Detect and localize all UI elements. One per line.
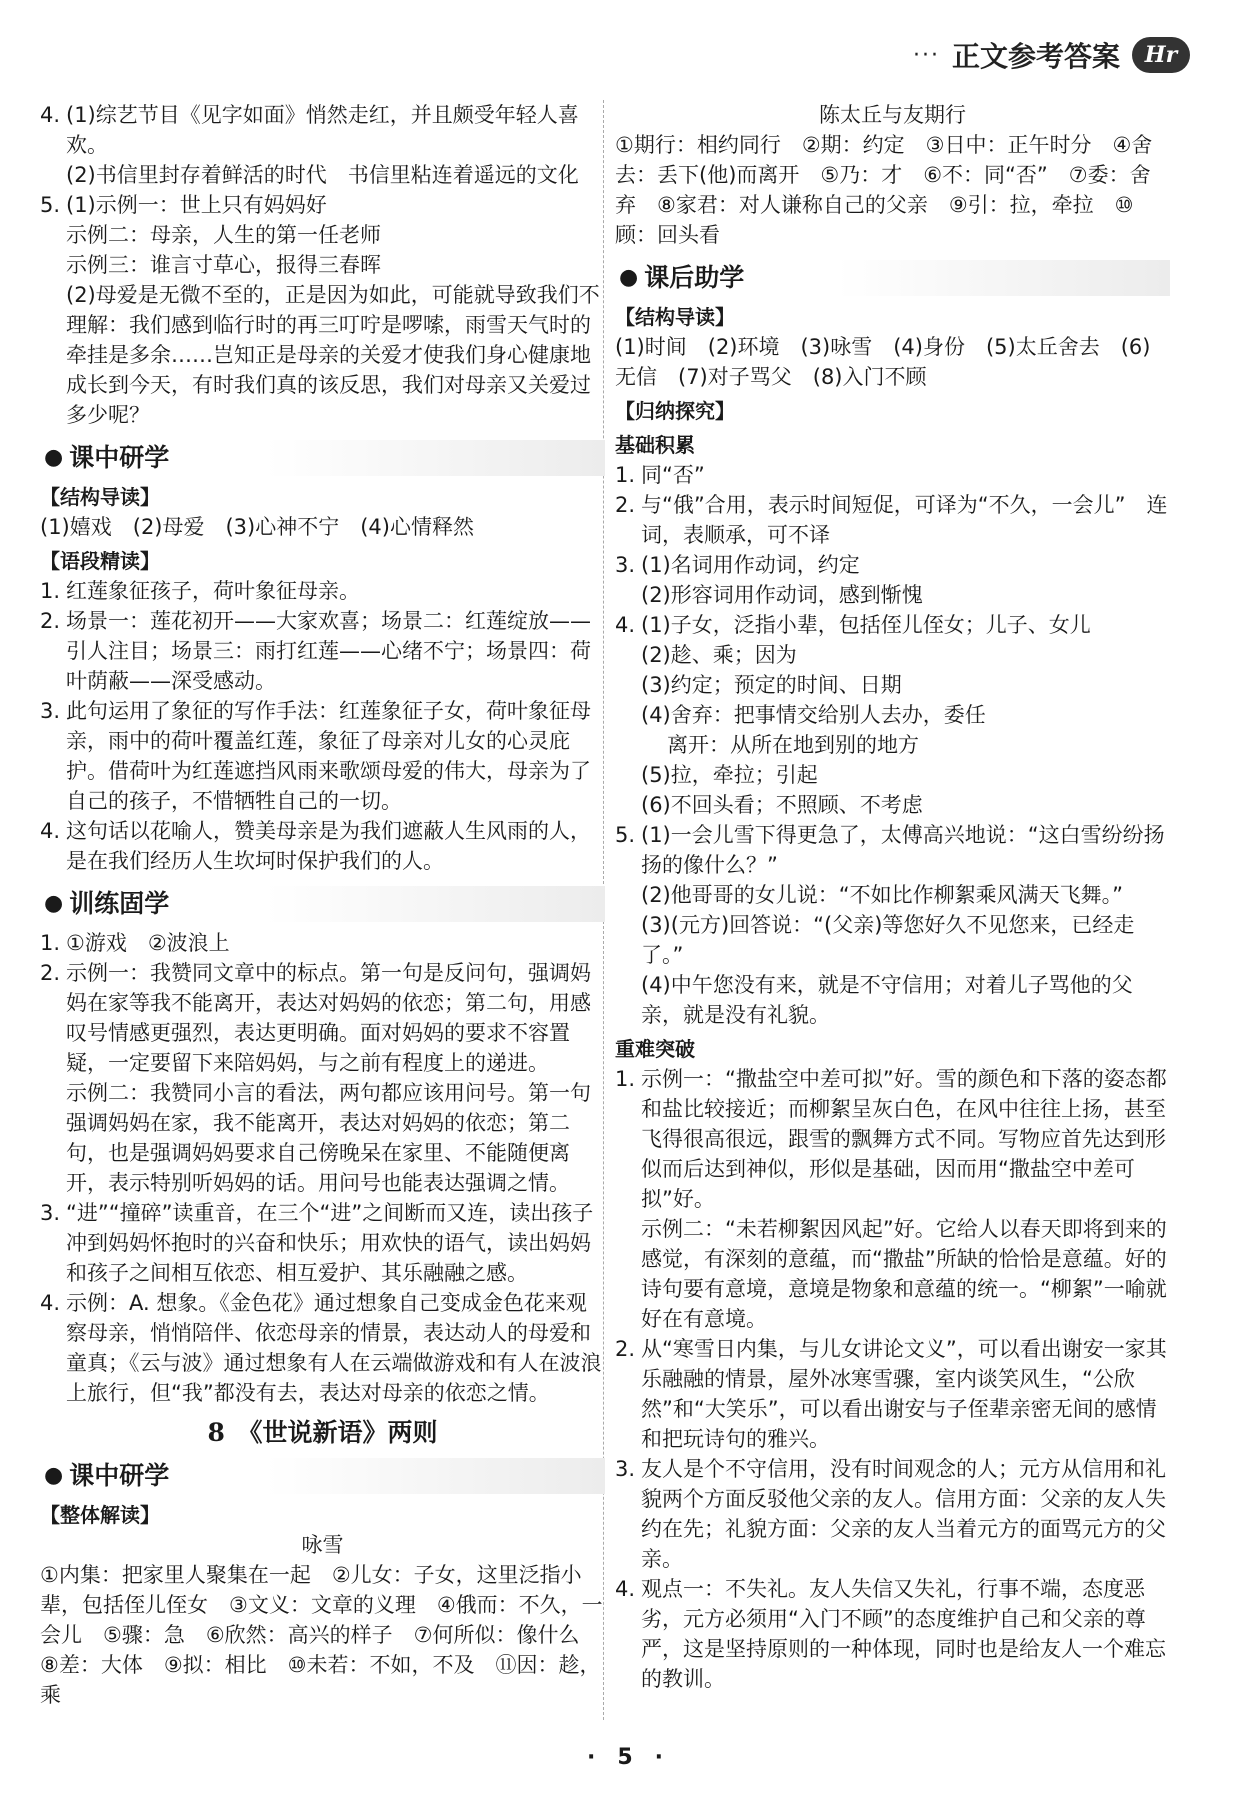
answer-text: “进”“撞碎”读重音，在三个“进”之间断而又连，读出孩子冲到妈妈怀抱时的兴奋和快乐；用欢快的语气，读出妈妈和孩子之间相互依恋、相互爱护、其乐融融之感。	[66, 1201, 594, 1285]
right-column	[615, 100, 1170, 1694]
left-column	[40, 100, 605, 1710]
sub-tag: 【整体解读】	[40, 1503, 160, 1527]
answer-text: 观点一：不失礼。友人失信又失礼，行事不端，态度恶劣，元方必须用“入门不顾”的态度维护自己和父亲的尊严，这是坚持原则的一种体现，同时也是给友人一个难忘的教训。	[641, 1577, 1166, 1691]
answer-item	[40, 816, 605, 876]
answer-text: (3)(元方)回答说：“(父亲)等您好久不见您来，已经走了。”	[641, 913, 1135, 967]
subsection-heading: 重难突破	[615, 1037, 695, 1061]
answer-text: 示例一：我赞同文章中的标点。第一句是反问句，强调妈妈在家等我不能离开，表达对妈妈的依恋；第二句，用感叹号情感更强烈，表达更明确。面对妈妈的要求不容置疑，一定要留下来陪妈妈，与之前有程度上的递进。	[66, 961, 591, 1075]
answer-text: (2)他哥哥的女儿说：“不如比作柳絮乘风满天飞舞。”	[641, 883, 1124, 907]
answer-text: (1)综艺节目《见字如面》悄然走红，并且颇受年轻人喜欢。	[66, 103, 579, 157]
item-number	[40, 1078, 66, 1198]
item-number: 4.	[615, 1577, 636, 1601]
sub-tag: 【归纳探究】	[615, 399, 735, 423]
answer-item	[615, 1064, 1170, 1334]
page-number: · 5 ·	[586, 1745, 664, 1770]
answer-text: 示例三：谁言寸草心，报得三春晖	[66, 253, 381, 277]
item-number: 2.	[615, 1337, 636, 1361]
answer-item	[615, 460, 1170, 490]
bullet-icon: ●	[44, 891, 64, 916]
poem-title: 咏雪	[301, 1533, 344, 1557]
answer-text: (5)拉，牵拉；引起	[641, 763, 818, 787]
header-title: 正文参考答案	[951, 40, 1120, 73]
gloss-text: ①内集：把家里人聚集在一起 ②儿女：子女，这里泛指小辈，包括侄儿侄女 ③文义：文章的义理 ④俄而：不久，一会儿 ⑤骤：急 ⑥欣然：高兴的样子 ⑦何所似：像什么 ⑧差：大体 ⑨拟：相比 ⑩未若：不如，不及 ⑪因：趁，乘	[40, 1563, 603, 1707]
sub-tag: 【结构导读】	[615, 305, 735, 329]
answer-text: (2)母爱是无微不至的，正是因为如此，可能就导致我们不理解：我们感到临行时的再三叮咛是啰嗦，雨雪天气时的牵挂是多余……岂知正是母亲的关爱才使我们身心健康地成长到今天，有时我们真的该反思，我们对母亲又关爱过多少呢？	[66, 283, 600, 427]
answer-item	[40, 928, 605, 958]
section-title: 训练固学	[69, 889, 170, 918]
answer-text: (2)形容词用作动词，感到惭愧	[641, 583, 923, 607]
answer-text: (4)舍弃：把事情交给别人去办，委任	[641, 703, 986, 727]
section-title: 课中研学	[69, 443, 170, 472]
answer-text: (4)中午您没有来，就是不守信用；对着儿子骂他的父亲，就是没有礼貌。	[641, 973, 1133, 1027]
section-title: 课后助学	[644, 263, 745, 292]
lesson-title: 8 《世说新语》两则	[207, 1418, 438, 1447]
answer-item	[615, 490, 1170, 550]
section-heading	[615, 260, 1170, 296]
item-number: 3.	[40, 699, 61, 723]
answer-text: 同“否”	[641, 463, 705, 487]
answer-item	[615, 1574, 1170, 1694]
answer-text: 场景一：莲花初开——大家欢喜；场景二：红莲绽放——引人注目；场景三：雨打红莲——心绪不宁；场景四：荷叶荫蔽——深受感动。	[66, 609, 591, 693]
answer-text: (2)趁、乘；因为	[641, 643, 797, 667]
gloss-text: ①期行：相约同行 ②期：约定 ③日中：正午时分 ④舍去：丢下(他)而离开 ⑤乃：才 ⑥不：同“否” ⑦委：舍弃 ⑧家君：对人谦称自己的父亲 ⑨引：拉，牵拉 ⑩顾：回头看	[615, 133, 1153, 247]
item-number: 4.	[40, 103, 61, 127]
answer-text: 示例二：“未若柳絮因风起”好。它给人以春天即将到来的感觉，有深刻的意蕴，而“撒盐”所缺的恰恰是意蕴。好的诗句要有意境，意境是物象和意蕴的统一。“柳絮”一喻就好在有意境。	[641, 1217, 1167, 1331]
answer-text: (1)名词用作动词，约定	[641, 553, 860, 577]
answer-text: 示例一：“撒盐空中差可拟”好。雪的颜色和下落的姿态都和盐比较接近；而柳絮呈灰白色，在风中往往上扬，甚至飞得很高很远，跟雪的飘舞方式不同。写物应首先达到形似而后达到神似，形似是基础，因而用“撒盐空中差可拟”好。	[641, 1067, 1167, 1211]
item-number: 4.	[40, 819, 61, 843]
item-number: 2.	[615, 493, 636, 517]
header-dots: ···	[913, 42, 940, 68]
sub-tag: 【结构导读】	[40, 485, 160, 509]
answer-item	[40, 1288, 605, 1408]
item-number: 1.	[40, 931, 61, 955]
section-heading	[40, 886, 605, 922]
answer-item	[40, 1078, 605, 1198]
answer-item	[615, 1454, 1170, 1574]
answer-text: 示例：A. 想象。《金色花》通过想象自己变成金色花来观察母亲，悄悄陪伴、依恋母亲的情景，表达动人的母爱和童真；《云与波》通过想象有人在云端做游戏和有人在波浪上旅行，但“我”都没有去，表达对母亲的依恋之情。	[66, 1291, 602, 1405]
page-header	[913, 30, 1190, 80]
structure-text: (1)时间 (2)环境 (3)咏雪 (4)身份 (5)太丘舍去 (6)无信 (7)对子骂父 (8)入门不顾	[615, 335, 1151, 389]
answer-text: (3)约定；预定的时间、日期	[641, 673, 902, 697]
answer-text: 这句话以花喻人，赞美母亲是为我们遮蔽人生风雨的人，是在我们经历人生坎坷时保护我们的人。	[66, 819, 591, 873]
answer-text: (6)不回头看；不照顾、不考虑	[641, 793, 923, 817]
answer-item	[615, 820, 1170, 1030]
answer-text: 从“寒雪日内集，与儿女讲论文义”，可以看出谢安一家其乐融融的情景，屋外冰寒雪骤，室内谈笑风生，“公欣然”和“大笑乐”，可以看出谢安与子侄辈亲密无间的感情和把玩诗句的雅兴。	[641, 1337, 1167, 1451]
answer-text: 红莲象征孩子，荷叶象征母亲。	[66, 579, 360, 603]
structure-text: (1)嬉戏 (2)母爱 (3)心神不宁 (4)心情释然	[40, 515, 474, 539]
answer-item	[40, 1198, 605, 1288]
item-number: 4.	[615, 613, 636, 637]
item-number: 1.	[615, 1067, 636, 1091]
bullet-icon: ●	[44, 445, 64, 470]
item-number: 5.	[615, 823, 636, 847]
publisher-logo: Hr	[1132, 37, 1190, 73]
item-number: 2.	[40, 609, 61, 633]
answer-item	[40, 576, 605, 606]
answer-text: 与“俄”合用，表示时间短促，可译为“不久，一会儿” 连词，表顺承，可不译	[641, 493, 1168, 547]
subsection-heading: 基础积累	[615, 433, 695, 457]
answer-text: 友人是个不守信用，没有时间观念的人；元方从信用和礼貌两个方面反驳他父亲的友人。信用方面：父亲的友人失约在先；礼貌方面：父亲的友人当着元方的面骂元方的父亲。	[641, 1457, 1166, 1571]
item-number: 5.	[40, 193, 61, 217]
item-number: 3.	[615, 1457, 636, 1481]
item-number: 1.	[40, 579, 61, 603]
bullet-icon: ●	[44, 1463, 64, 1488]
poem-title: 陈太丘与友期行	[819, 103, 966, 127]
sub-tag: 【语段精读】	[40, 549, 160, 573]
answer-text: (2)书信里封存着鲜活的时代 书信里粘连着遥远的文化	[66, 163, 579, 187]
item-number: 4.	[40, 1291, 61, 1315]
section-heading	[40, 1458, 605, 1494]
item-number: 3.	[40, 1201, 61, 1225]
answer-text: (1)一会儿雪下得更急了，太傅高兴地说：“这白雪纷纷扬扬的像什么？”	[641, 823, 1165, 877]
answer-text: 示例二：母亲，人生的第一任老师	[66, 223, 381, 247]
answer-item	[40, 100, 605, 190]
bullet-icon: ●	[619, 265, 639, 290]
answer-item	[40, 190, 605, 430]
answer-item	[615, 550, 1170, 610]
answer-item	[615, 1334, 1170, 1454]
answer-item	[40, 696, 605, 816]
section-title: 课中研学	[69, 1461, 170, 1490]
item-number: 2.	[40, 961, 61, 985]
answer-text: 示例二：我赞同小言的看法，两句都应该用问号。第一句强调妈妈在家，我不能离开，表达对妈妈的依恋；第二句，也是强调妈妈要求自己傍晚呆在家里、不能随便离开，表示特别听妈妈的话。用问号也能表达强调之情。	[66, 1081, 591, 1195]
section-heading	[40, 440, 605, 476]
answer-item	[615, 610, 1170, 820]
answer-text: (1)子女，泛指小辈，包括侄儿侄女；儿子、女儿	[641, 613, 1091, 637]
answer-item	[40, 958, 605, 1078]
answer-text: 离开：从所在地到别的地方	[667, 733, 919, 757]
answer-text: (1)示例一：世上只有妈妈好	[66, 193, 327, 217]
answer-text: 此句运用了象征的写作手法：红莲象征子女，荷叶象征母亲，雨中的荷叶覆盖红莲，象征了母亲对儿女的心灵庇护。借荷叶为红莲遮挡风雨来歌颂母爱的伟大，母亲为了自己的孩子，不惜牺牲自己的一切。	[66, 699, 591, 813]
item-number: 1.	[615, 463, 636, 487]
answer-text: ①游戏 ②波浪上	[66, 931, 230, 955]
answer-item	[40, 606, 605, 696]
item-number: 3.	[615, 553, 636, 577]
